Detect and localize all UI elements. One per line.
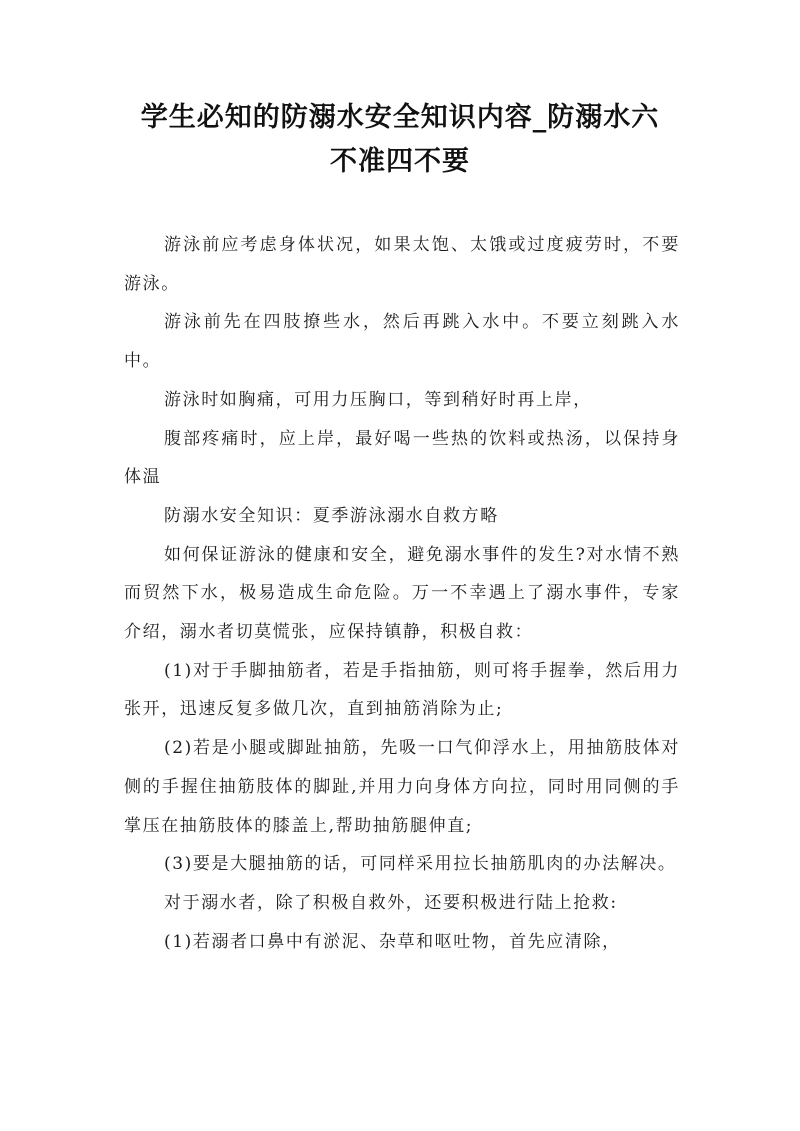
list-item: (1)对于手脚抽筋者，若是手指抽筋，则可将手握拳，然后用力张开，迅速反复多做几次，直到抽筋消除为止; [124, 660, 680, 720]
section-heading: 防溺水安全知识：夏季游泳溺水自救方略 [164, 505, 499, 526]
list-item: (1)若溺者口鼻中有淤泥、杂草和呕吐物，首先应清除， [164, 931, 621, 952]
paragraph: 游泳时如胸痛，可用力压胸口，等到稍好时再上岸， [164, 389, 592, 410]
list-item: (2)若是小腿或脚趾抽筋，先吸一口气仰浮水上，用抽筋肢体对侧的手握住抽筋肢体的脚趾,并用力向身体方向拉，同时用同侧的手掌压在抽筋肢体的膝盖上,帮助抽筋腿伸直; [124, 738, 680, 836]
title-line-2: 不准四不要 [330, 146, 470, 177]
paragraph: 对于溺水者，除了积极自救外，还要积极进行陆上抢救: [164, 892, 618, 913]
list-item: (3)要是大腿抽筋的话，可同样采用拉长抽筋肌肉的办法解决。 [164, 854, 677, 875]
document-body [124, 226, 680, 961]
paragraph: 游泳前先在四肢撩些水，然后再跳入水中。不要立刻跳入水中。 [124, 312, 680, 372]
paragraph: 腹部疼痛时，应上岸，最好喝一些热的饮料或热汤，以保持身体温 [124, 428, 680, 488]
document-title [100, 96, 700, 184]
title-line-1: 学生必知的防溺水安全知识内容_防溺水六 [140, 102, 660, 133]
paragraph: 游泳前应考虑身体状况，如果太饱、太饿或过度疲劳时，不要游泳。 [124, 235, 680, 294]
paragraph: 如何保证游泳的健康和安全，避免溺水事件的发生?对水情不熟而贸然下水，极易造成生命危险。万一不幸遇上了溺水事件，专家介绍，溺水者切莫慌张，应保持镇静，积极自救： [124, 544, 680, 643]
